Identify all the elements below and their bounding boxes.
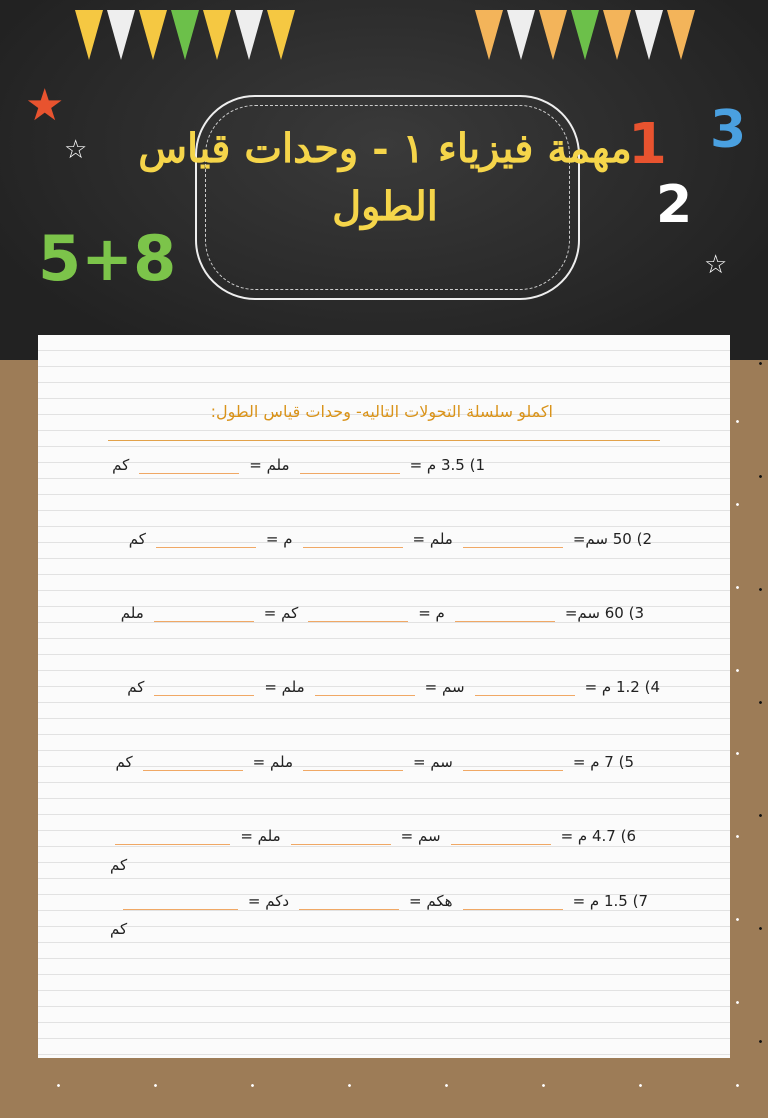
label: 7) 1.5 م = [572,892,648,910]
label: 6) 4.7 م = [560,827,636,845]
unit-label: كم [110,856,128,874]
decor-number-2: 2 [656,175,693,235]
star-outline-icon: ☆ [704,250,728,280]
answer-input[interactable] [315,678,415,696]
divider [108,440,660,441]
answer-input[interactable] [303,753,403,771]
label: ملم = [249,456,290,474]
label: سم = [412,753,453,771]
answer-input[interactable] [475,678,575,696]
answer-input[interactable] [463,892,563,910]
worksheet-paper [38,335,730,1058]
label: 5) 7 م = [572,753,634,771]
bunting-right [475,10,699,60]
answer-input[interactable] [123,892,238,910]
label: ملم = [240,827,281,845]
exercise-row-7 [113,892,648,910]
label: ملم = [252,753,293,771]
label: م = [265,530,293,548]
answer-input[interactable] [143,753,243,771]
answer-input[interactable] [291,827,391,845]
answer-input[interactable] [455,604,555,622]
label: كم [112,456,130,474]
star-outline-icon: ☆ [64,135,88,165]
answer-input[interactable] [300,456,400,474]
answer-input[interactable] [299,892,399,910]
exercise-row-5 [116,753,634,771]
label: 4) 1.2 م = [584,678,660,696]
label: هكم = [409,892,453,910]
label: ملم = [412,530,453,548]
label: كم [115,753,133,771]
answer-input[interactable] [308,604,408,622]
label: سم = [400,827,441,845]
exercise-row-3 [121,604,644,622]
label: 3) 60 سم= [564,604,644,622]
label: كم = [263,604,299,622]
answer-input[interactable] [156,530,256,548]
exercise-row-4 [127,678,660,696]
label: 2) 50 سم= [572,530,652,548]
answer-input[interactable] [154,604,254,622]
decor-5-plus-8: 5+8 [38,222,177,295]
answer-input[interactable] [451,827,551,845]
label: ملم = [264,678,305,696]
star-icon: ★ [25,80,65,131]
answer-input[interactable] [115,827,230,845]
label: دكم = [247,892,290,910]
label: 1) 3.5 م = [409,456,485,474]
label: سم = [424,678,465,696]
label: كم [128,530,146,548]
label: م = [418,604,445,622]
answer-input[interactable] [139,456,239,474]
answer-input[interactable] [463,753,563,771]
answer-input[interactable] [303,530,403,548]
decor-number-1: 1 [628,112,667,177]
exercise-row-6 [105,827,636,845]
bunting-left [75,10,299,60]
instruction-text: اكملو سلسلة التحولات التاليه- وحدات قياس الطول: [210,402,553,421]
decor-number-3: 3 [710,100,747,160]
page-title: مهمة فيزياء ١ - وحدات قياس الطول [138,125,632,230]
unit-label: كم [110,920,128,938]
exercise-row-1 [112,456,485,474]
answer-input[interactable] [463,530,563,548]
label: ملم [120,604,144,622]
label: كم [127,678,145,696]
answer-input[interactable] [154,678,254,696]
exercise-row-2 [129,530,652,548]
